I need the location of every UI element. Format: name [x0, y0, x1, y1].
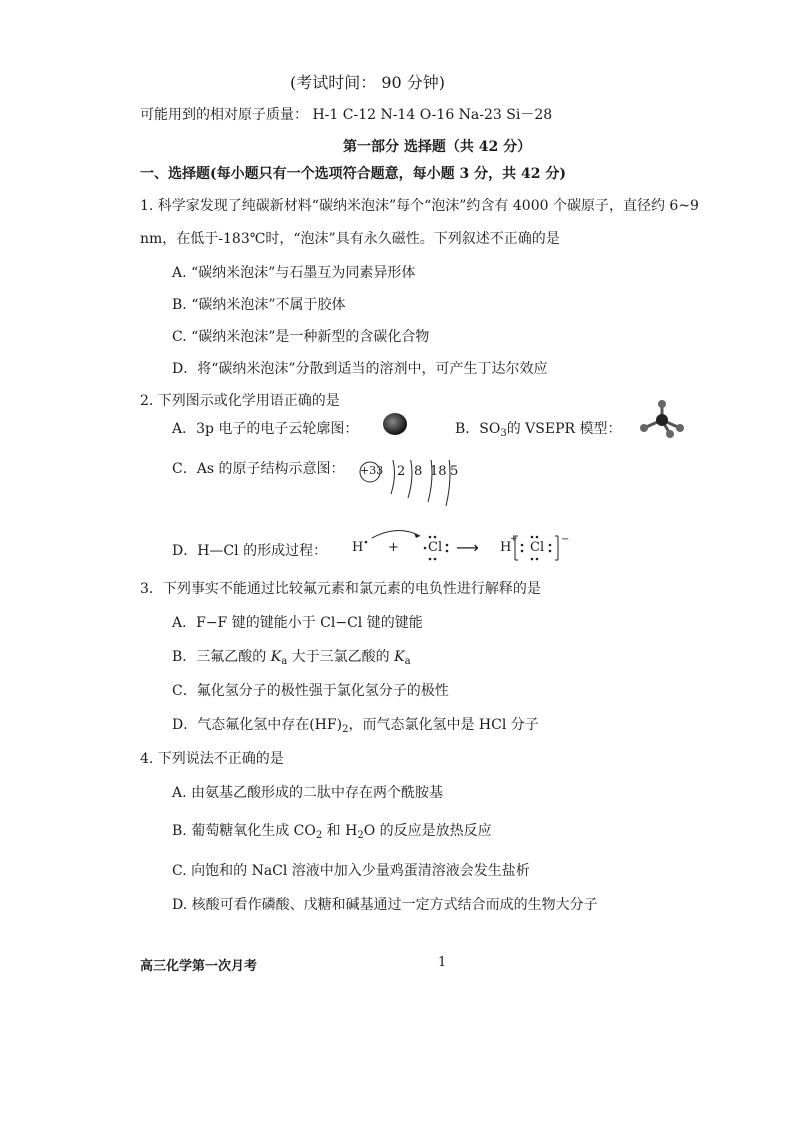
q1-option-a: A. “碳纳米泡沫”与石墨互为同素异形体 — [172, 265, 416, 281]
shell-1-electrons: 2 — [397, 464, 406, 479]
q4-option-d: D. 核酸可看作磷酸、戊糖和碱基通过一定方式结合而成的生物大分子 — [172, 897, 598, 913]
q3-option-a: A．F−F 键的键能小于 Cl−Cl 键的键能 — [172, 615, 423, 631]
shell-4-electrons: 5 — [450, 464, 459, 479]
q3-option-b: B．三氟乙酸的 $K_a$ 大于三氯乙酸的 $K_a$ — [172, 649, 411, 667]
q4-stem: 4. 下列说法不正确的是 — [140, 751, 284, 767]
hydrogen-atom: H — [352, 540, 364, 555]
q1-stem-line2: nm，在低于-183℃时，“泡沫”具有永久磁性。下列叙述不正确的是 — [140, 231, 560, 247]
nucleus-charge: +33 — [360, 464, 384, 477]
as-atom-structure-diagram — [358, 460, 462, 508]
negative-charge: − — [561, 534, 570, 545]
q1-option-c: C. “碳纳米泡沫”是一种新型的含碳化合物 — [172, 329, 430, 345]
chlorine-atom: Cl — [428, 540, 443, 555]
plus-sign: + — [388, 540, 399, 555]
q1-stem-line1: 1. 科学家发现了纯碳新材料“碳纳米泡沫”每个“泡沫”约含有 4000 个碳原子，直径约 6~9 — [140, 198, 699, 214]
chloride-ion: Cl — [530, 540, 545, 555]
q1-option-d: D．将“碳纳米泡沫”分散到适当的溶剂中，可产生丁达尔效应 — [172, 361, 548, 377]
hydrogen-ion: H — [500, 540, 512, 555]
atomic-mass-line: 可能用到的相对原子质量： H-1 C-12 N-14 O-16 Na-23 Si－28 — [140, 107, 553, 123]
part-title: 第一部分 选择题（共 42 分） — [343, 139, 532, 155]
q2-option-c: C．As 的原子结构示意图： — [172, 461, 345, 477]
q2-stem: 2. 下列图示或化学用语正确的是 — [140, 393, 340, 409]
q3-stem: 3．下列事实不能通过比较氟元素和氯元素的电负性进行解释的是 — [140, 581, 541, 597]
q2-option-d: D．H—Cl 的形成过程： — [172, 543, 328, 559]
vsepr-model-image — [632, 398, 692, 442]
q1-option-b: B. “碳纳米泡沫”不属于胶体 — [172, 297, 346, 313]
exam-time: (考试时间： 90 分钟) — [290, 73, 446, 92]
hcl-formation-diagram — [350, 524, 590, 564]
footer-exam-name: 高三化学第一次月考 — [140, 959, 258, 974]
q2-option-b: B．$SO_3$的 VSEPR 模型： — [455, 421, 622, 439]
q4-option-c: C. 向饱和的 NaCl 溶液中加入少量鸡蛋清溶液会发生盐析 — [172, 863, 530, 879]
section-title: 一、选择题(每小题只有一个选项符合题意，每小题 3 分，共 42 分) — [140, 166, 566, 182]
reaction-arrow-icon: ⟶ — [456, 538, 479, 557]
shell-2-electrons: 8 — [414, 464, 423, 479]
positive-charge: + — [510, 534, 518, 544]
page-number: 1 — [438, 955, 447, 970]
p-orbital-cloud-image — [380, 410, 410, 438]
q3-option-c: C．氟化氢分子的极性强于氯化氢分子的极性 — [172, 683, 449, 699]
shell-3-electrons: 18 — [430, 464, 447, 479]
q4-option-a: A. 由氨基乙酸形成的二肽中存在两个酰胺基 — [172, 785, 444, 801]
q2-option-a: A．3p 电子的电子云轮廓图： — [172, 421, 359, 437]
q4-option-b: B. 葡萄糖氧化生成 $CO_2$ 和 $H_2O$ 的反应是放热反应 — [172, 823, 492, 841]
q3-option-d: D．气态氟化氢中存在$(HF)_2$，而气态氯化氢中是 HCl 分子 — [172, 717, 539, 735]
